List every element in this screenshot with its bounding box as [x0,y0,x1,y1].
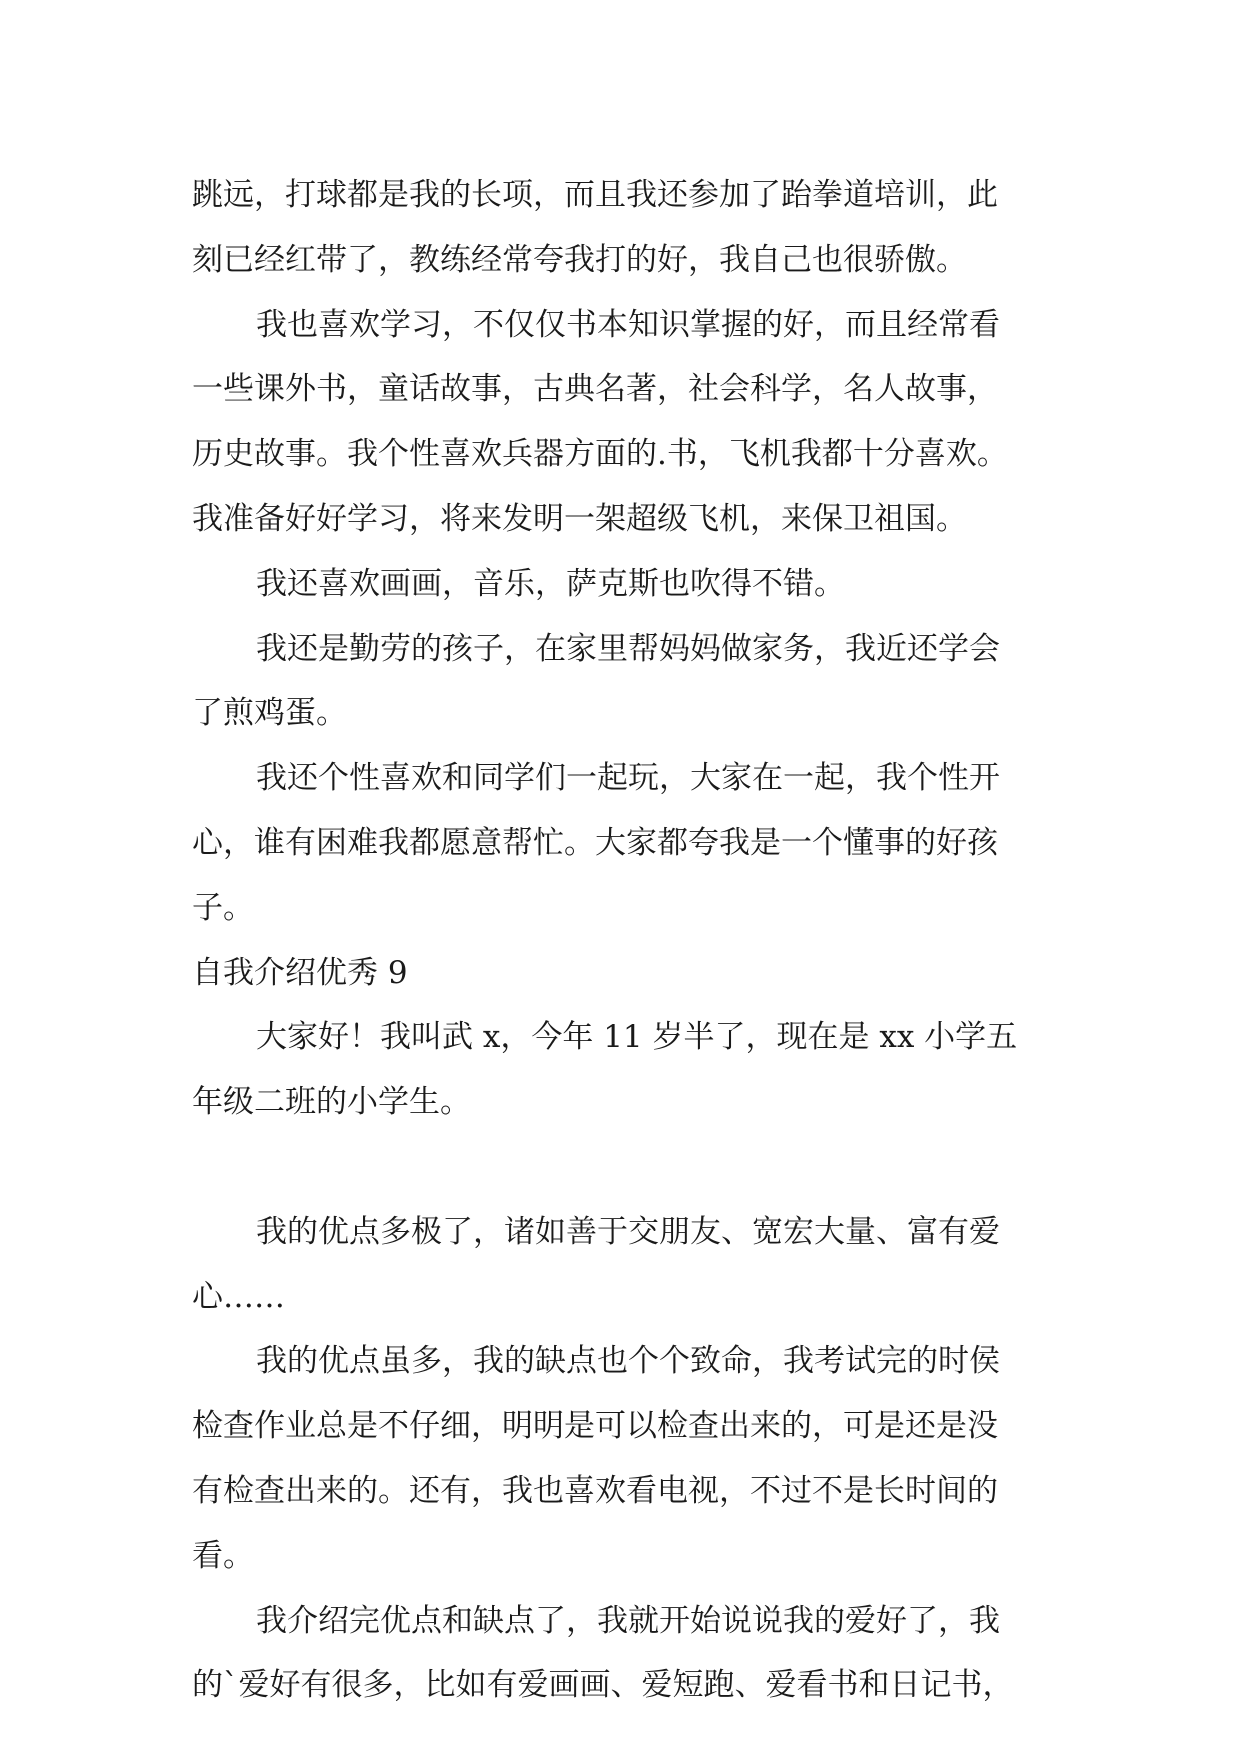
text-line-11: 心，谁有困难我都愿意帮忙。大家都夸我是一个懂事的好孩 [192,824,998,861]
text-line-1: 跳远，打球都是我的长项，而且我还参加了跆拳道培训，此 [192,177,998,213]
text-line-23: 的`爱好有很多，比如有爱画画、爱短跑、爱看书和日记书， [192,1667,1014,1704]
text-line-18: 我的优点虽多，我的缺点也个个致命，我考试完的时侯 [256,1343,1000,1380]
section-heading: 自我介绍优秀 9 [192,954,408,991]
text-line-10: 我还个性喜欢和同学们一起玩，大家在一起，我个性开 [256,760,1000,797]
text-line-5: 历史故事。我个性喜欢兵器方面的.书，飞机我都十分喜欢。 [192,436,1008,473]
text-line-3: 我也喜欢学习，不仅仅书本知识掌握的好，而且经常看 [256,306,1000,343]
document-body [192,163,1060,1718]
text-line-8: 我还是勤劳的孩子，在家里帮妈妈做家务，我近还学会 [256,630,1000,667]
text-line-2: 刻已经红带了，教练经常夸我打的好，我自己也很骄傲。 [192,241,967,278]
blank-line [192,1135,1060,1200]
text-line-4: 一些课外书，童话故事，古典名著，社会科学，名人故事， [192,371,998,408]
text-line-22: 我介绍完优点和缺点了，我就开始说说我的爱好了，我 [256,1602,1000,1639]
text-line-16: 我的优点多极了，诸如善于交朋友、宽宏大量、富有爱 [256,1213,1000,1250]
text-line-19: 检查作业总是不仔细，明明是可以检查出来的，可是还是没 [192,1408,998,1445]
text-line-20: 有检查出来的。还有，我也喜欢看电视，不过不是长时间的 [192,1472,998,1509]
text-line-15: 年级二班的小学生。 [192,1084,471,1121]
text-line-12: 子。 [192,889,254,926]
text-line-9: 了煎鸡蛋。 [192,695,347,732]
text-line-6: 我准备好好学习，将来发明一架超级飞机，来保卫祖国。 [192,500,967,537]
text-line-14: 大家好！我叫武 x，今年 11 岁半了，现在是 xx 小学五 [256,1019,1018,1056]
text-line-21: 看。 [192,1537,254,1574]
text-line-7: 我还喜欢画画，音乐，萨克斯也吹得不错。 [256,565,845,602]
text-line-17: 心…… [192,1278,285,1315]
